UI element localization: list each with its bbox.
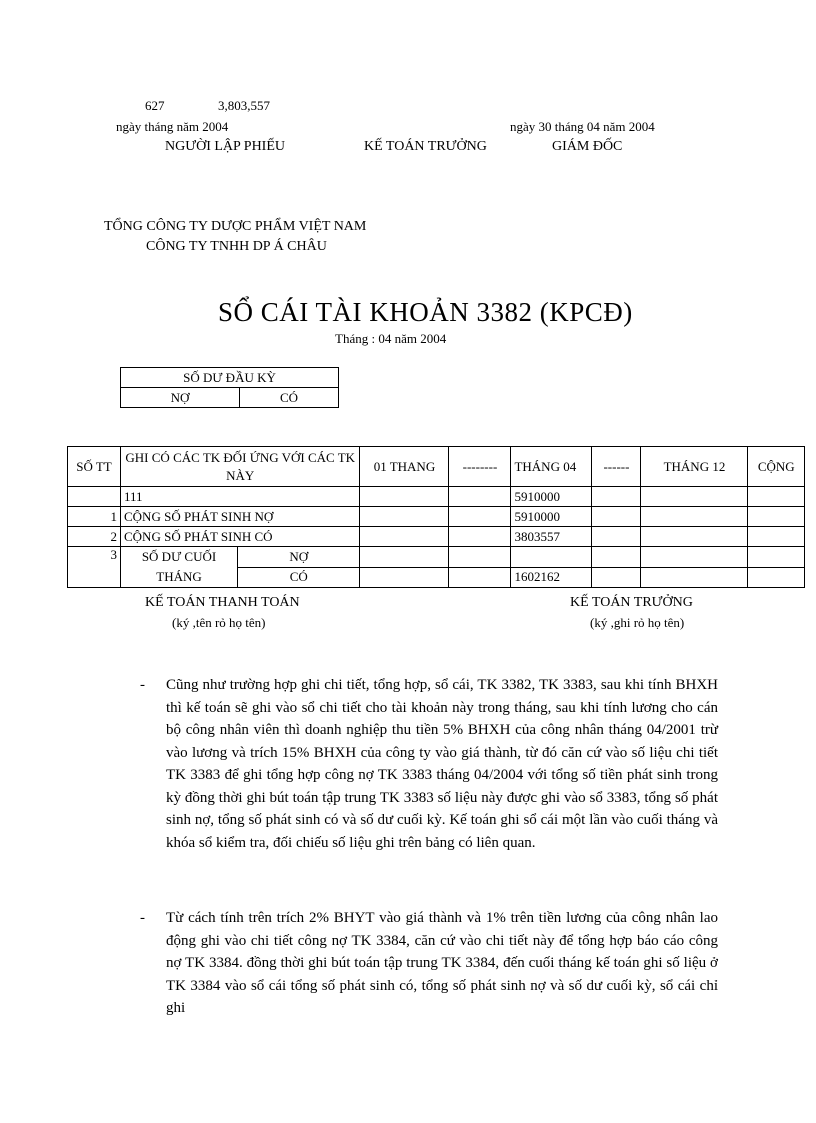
- row-no: 1: [68, 507, 121, 527]
- col-header-account: GHI CÓ CÁC TK ĐỐI ỨNG VỚI CÁC TK NÀY: [121, 447, 360, 487]
- sign-director: GIÁM ĐỐC: [552, 139, 623, 154]
- col-header-dots-1: --------: [449, 447, 511, 487]
- row-label: 111: [121, 487, 360, 507]
- sign-preparer: NGƯỜI LẬP PHIẾU: [165, 139, 286, 154]
- ledger-table: [67, 446, 805, 588]
- amount: 3,803,557: [218, 98, 270, 113]
- date-right: ngày 30 tháng 04 năm 2004: [510, 119, 655, 134]
- page-title: SỔ CÁI TÀI KHOẢN 3382 (KPCĐ): [218, 297, 633, 327]
- opening-balance-table: [120, 367, 339, 408]
- closing-balance-label: SỐ DƯ CUỐI THÁNG: [121, 547, 238, 588]
- col-header-dots-2: ------: [592, 447, 641, 487]
- closing-debit-label: NỢ: [238, 547, 360, 568]
- sign-chief-accountant: KẾ TOÁN TRƯỞNG: [364, 139, 487, 154]
- opening-credit-label: CÓ: [240, 388, 339, 408]
- period: Tháng : 04 năm 2004: [335, 331, 447, 346]
- paragraph-1-text: Cũng như trường hợp ghi chi tiết, tổng hợp, sổ cái, TK 3382, TK 3383, sau khi tính BHXH thì kế toán sẽ ghi vào sổ chi tiết cho tài khoản này trong tháng, sau khi tính lương cho cán bộ công nhân viên thì doanh nghiệp thu tiền 5% BHXH của công nhân tháng 04/2001 trừ vào lương và trích 15% BHXH của công ty vào giá thành, từ đó căn cứ vào số liệu chi tiết TK 3383 để ghi tổng hợp công nợ TK 3383 tháng 04/2004 với tổng số tiền phát sinh trong kỳ đồng thời ghi bút toán tập trung TK 3383 số liệu này được ghi vào sổ 3383, tổng số phát sinh nợ, tổng số phát sinh có và số dư cuối kỳ. Kế toán ghi sổ cái một lần vào cuối tháng và khóa sổ kiểm tra, đối chiếu số liệu ghi trên bảng có liên quan.: [166, 677, 718, 851]
- account-code: 627: [145, 98, 165, 113]
- paragraph-2: [140, 907, 718, 1020]
- closing-debit-value: [511, 547, 592, 568]
- company-name: CÔNG TY TNHH DP Á CHÂU: [146, 239, 327, 254]
- table-row: [68, 487, 805, 507]
- paragraph-1: [140, 674, 718, 854]
- paragraph-2-text: Từ cách tính trên trích 2% BHYT vào giá thành và 1% trên tiền lương của công nhân lao động ghi vào chi tiết công nợ TK 3384, căn cứ vào chi tiết này để tổng hợp báo cáo công nợ TK 3384. đồng thời ghi bút toán tập trung TK 3384, đến cuối tháng kế toán ghi số liệu ở TK 3384 vào sổ cái tổng số phát sinh có, tổng số phát sinh nợ và số dư cuối kỳ, sổ cái chỉ ghi: [166, 910, 718, 1016]
- row-month-04-value: 5910000: [511, 487, 592, 507]
- table-row: [68, 527, 805, 547]
- sign-chief-note: (ký ,ghi rỏ họ tên): [590, 615, 685, 630]
- row-no: [68, 487, 121, 507]
- table-row: [68, 507, 805, 527]
- sign-chief-accountant-bottom: KẾ TOÁN TRƯỞNG: [570, 595, 693, 610]
- row-label: CỘNG SỐ PHÁT SINH NỢ: [121, 507, 360, 527]
- table-row: [68, 547, 805, 568]
- bullet-dash: -: [140, 910, 145, 926]
- corporation-name: TỔNG CÔNG TY DƯỢC PHẨM VIỆT NAM: [104, 219, 367, 234]
- closing-credit-value: 1602162: [511, 567, 592, 588]
- col-header-month-01: 01 THANG: [360, 447, 449, 487]
- row-no: 2: [68, 527, 121, 547]
- bullet-dash: -: [140, 677, 145, 693]
- date-left: ngày tháng năm 2004: [116, 119, 229, 134]
- col-header-month-12: THÁNG 12: [641, 447, 748, 487]
- col-header-total: CỘNG: [748, 447, 805, 487]
- row-month-04-value: 5910000: [511, 507, 592, 527]
- col-header-month-04: THÁNG 04: [511, 447, 592, 487]
- sign-payment-accountant: KẾ TOÁN THANH TOÁN: [145, 595, 300, 610]
- row-label: CỘNG SỐ PHÁT SINH CÓ: [121, 527, 360, 547]
- col-header-no: SỐ TT: [68, 447, 121, 487]
- row-no: 3: [68, 547, 121, 588]
- opening-balance-title: SỐ DƯ ĐẦU KỲ: [121, 368, 339, 388]
- row-month-04-value: 3803557: [511, 527, 592, 547]
- sign-payment-note: (ký ,tên rỏ họ tên): [172, 615, 266, 630]
- closing-credit-label: CÓ: [238, 567, 360, 588]
- opening-debit-label: NỢ: [121, 388, 240, 408]
